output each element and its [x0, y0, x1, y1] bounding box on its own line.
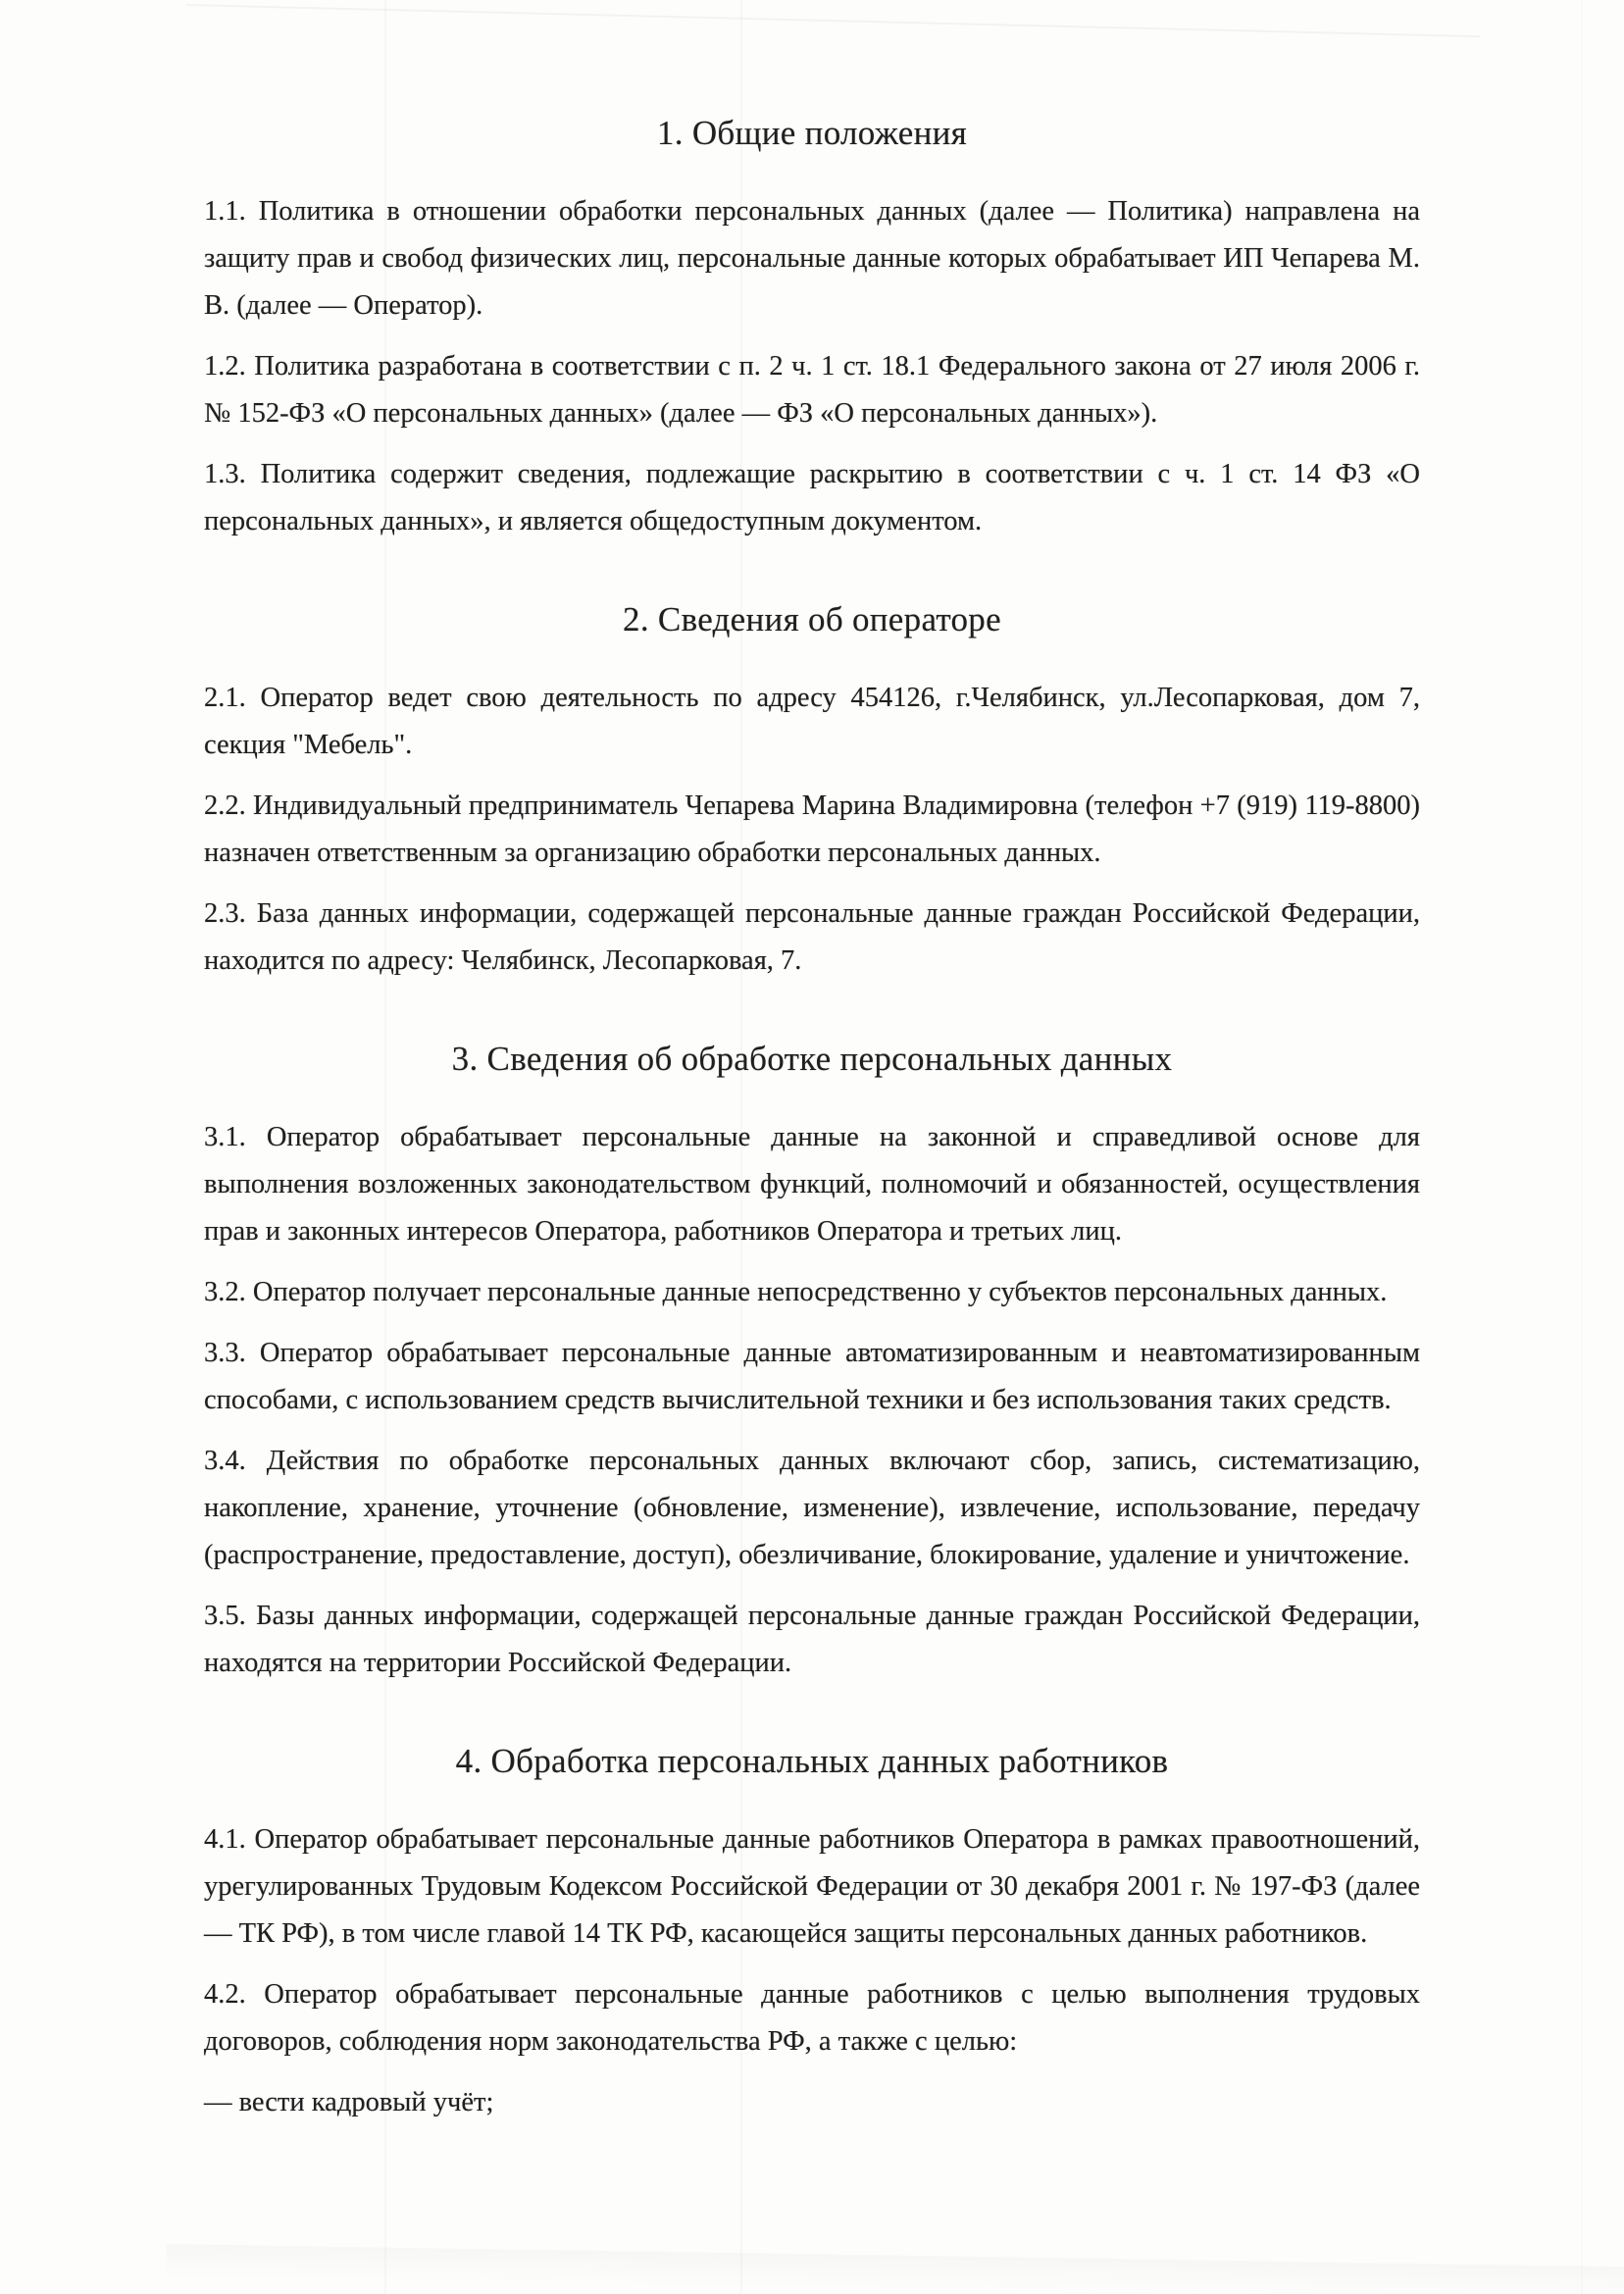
paragraph-3-5: 3.5. Базы данных информации, содержащей персональные данные граждан Российской Федерации, находятся на территории Российской Федерации.: [204, 1601, 1420, 1678]
section-processing-info: [204, 1040, 1420, 1687]
section-1-heading: 1. Общие положения: [656, 114, 968, 152]
paragraph-2-1: 2.1. Оператор ведет свою деятельность по адресу 454126, г.Челябинск, ул.Лесопарковая, дом 7, секция "Мебель".: [204, 683, 1420, 760]
section-3-heading: 3. Сведения об обработке персональных данных: [451, 1040, 1173, 1078]
paragraph-3-2: 3.2. Оператор получает персональные данные непосредственно у субъектов персональных данных.: [204, 1277, 1388, 1307]
section-employee-data: [204, 1742, 1420, 2126]
paragraph-4-1: 4.1. Оператор обрабатывает персональные данные работников Оператора в рамках правоотношений, урегулированных Трудовым Кодексом Российской Федерации от 30 декабря 2001 г. № 197-ФЗ (далее — ТК РФ), в том числе главой 14 ТК РФ, касающейся защиты персональных данных работников.: [204, 1824, 1420, 1949]
section-general-provisions: [204, 114, 1420, 545]
section-4-heading: 4. Обработка персональных данных работников: [455, 1742, 1169, 1780]
paragraph-3-1: 3.1. Оператор обрабатывает персональные данные на законной и справедливой основе для выполнения возложенных законодательством функций, полномочий и обязанностей, осуществления прав и законных интересов Оператора, работников Оператора и третьих лиц.: [204, 1122, 1420, 1247]
paragraph-2-2: 2.2. Индивидуальный предприниматель Чепарева Марина Владимировна (телефон +7 (919) 119-8800) назначен ответственным за организацию обработки персональных данных.: [204, 790, 1420, 868]
scan-crease-line-3: [1581, 0, 1583, 2294]
scan-edge-shadow-top: [185, 4, 1480, 63]
paragraph-1-2: 1.2. Политика разработана в соответствии с п. 2 ч. 1 ст. 18.1 Федерального закона от 27 июля 2006 г. № 152-ФЗ «О персональных данных» (далее — ФЗ «О персональных данных»).: [204, 351, 1420, 429]
document-content: [204, 114, 1420, 2126]
paragraph-4-2: 4.2. Оператор обрабатывает персональные данные работников с целью выполнения трудовых договоров, соблюдения норм законодательства РФ, а также с целью:: [204, 1979, 1420, 2057]
section-2-heading: 2. Сведения об операторе: [623, 600, 1001, 638]
paragraph-1-1: 1.1. Политика в отношении обработки персональных данных (далее — Политика) направлена на защиту прав и свобод физических лиц, персональные данные которых обрабатывает ИП Чепарева М. В. (далее — Оператор).: [204, 196, 1420, 321]
scan-edge-shadow-bottom: [166, 2244, 1624, 2294]
list-item-personnel-records: — вести кадровый учёт;: [204, 2087, 494, 2117]
paragraph-3-3: 3.3. Оператор обрабатывает персональные данные автоматизированным и неавтоматизированным способами, с использованием средств вычислительной техники и без использования таких средств.: [204, 1338, 1420, 1415]
section-operator-info: [204, 600, 1420, 985]
paragraph-3-4: 3.4. Действия по обработке персональных данных включают сбор, запись, систематизацию, накопление, хранение, уточнение (обновление, изменение), извлечение, использование, передачу (распространение, предоставление, доступ), обезличивание, блокирование, удаление и уничтожение.: [204, 1446, 1420, 1570]
paragraph-1-3: 1.3. Политика содержит сведения, подлежащие раскрытию в соответствии с ч. 1 ст. 14 ФЗ «О персональных данных», и является общедоступным документом.: [204, 459, 1420, 536]
paragraph-2-3: 2.3. База данных информации, содержащей персональные данные граждан Российской Федерации, находится по адресу: Челябинск, Лесопарковая, 7.: [204, 898, 1420, 976]
